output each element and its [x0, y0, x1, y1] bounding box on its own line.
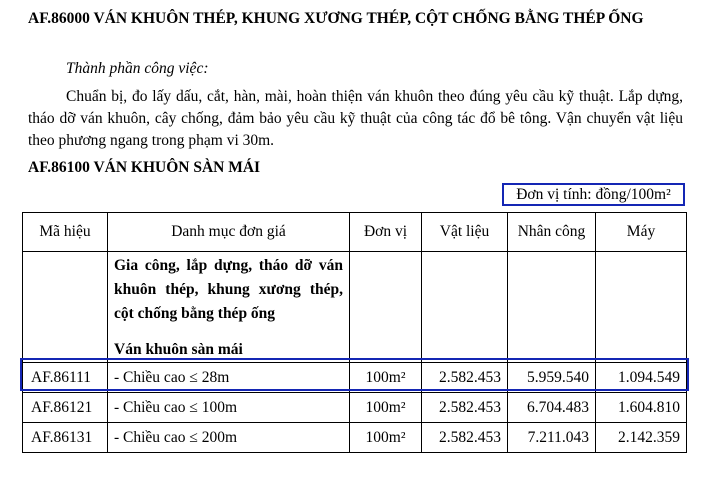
work-components-label: Thành phần công việc:: [66, 60, 209, 77]
row-name: - Chiều cao ≤ 200m: [108, 423, 350, 453]
group-unit-cell: [350, 252, 422, 363]
row-name: - Chiều cao ≤ 100m: [108, 393, 350, 423]
group-code-cell: [23, 252, 108, 363]
table-row: [23, 423, 687, 453]
row-code: AF.86131: [23, 423, 108, 453]
header-material: Vật liệu: [422, 213, 508, 252]
table-row: [23, 393, 687, 423]
row-unit: 100m²: [350, 363, 422, 393]
header-unit: Đơn vị: [350, 213, 422, 252]
row-labor: 5.959.540: [508, 363, 596, 393]
table-row: [23, 363, 687, 393]
row-material: 2.582.453: [422, 363, 508, 393]
row-labor: 7.211.043: [508, 423, 596, 453]
row-material: 2.582.453: [422, 423, 508, 453]
group-labor-cell: [508, 252, 596, 363]
table-header-row: [23, 213, 687, 252]
row-unit: 100m²: [350, 423, 422, 453]
subsection-heading: AF.86100 VÁN KHUÔN SÀN MÁI: [28, 159, 261, 176]
header-code: Mã hiệu: [23, 213, 108, 252]
row-unit: 100m²: [350, 393, 422, 423]
work-components-text: Chuẩn bị, đo lấy dấu, cắt, hàn, mài, hoàn thiện ván khuôn theo đúng yêu cầu kỹ thuật. Lắp dựng, tháo dỡ ván khuôn, cây chống, đảm bảo yêu cầu kỹ thuật của công tác đổ bê tông. Vận chuyển vật liệu theo phương ngang trong phạm vi 30m.: [28, 88, 683, 149]
row-material: 2.582.453: [422, 393, 508, 423]
group-subtitle: Ván khuôn sàn mái: [114, 341, 243, 358]
group-title: Gia công, lắp dựng, tháo dỡ ván khuôn thép, khung xương thép, cột chống bằng thép ống: [114, 257, 343, 322]
group-material-cell: [422, 252, 508, 363]
section-heading: AF.86000 VÁN KHUÔN THÉP, KHUNG XƯƠNG THÉP, CỘT CHỐNG BẰNG THÉP ỐNG: [28, 10, 644, 27]
group-row: [23, 252, 687, 363]
group-machine-cell: [596, 252, 687, 363]
row-machine: 1.604.810: [596, 393, 687, 423]
header-labor: Nhân công: [508, 213, 596, 252]
price-table: [22, 212, 687, 453]
row-code: AF.86111: [23, 363, 108, 393]
row-labor: 6.704.483: [508, 393, 596, 423]
row-machine: 2.142.359: [596, 423, 687, 453]
group-description-cell: [108, 252, 350, 363]
row-name: - Chiều cao ≤ 28m: [108, 363, 350, 393]
header-machine: Máy: [596, 213, 687, 252]
row-code: AF.86121: [23, 393, 108, 423]
header-item: Danh mục đơn giá: [108, 213, 350, 252]
row-machine: 1.094.549: [596, 363, 687, 393]
unit-note: Đơn vị tính: đồng/100m²: [502, 183, 685, 206]
